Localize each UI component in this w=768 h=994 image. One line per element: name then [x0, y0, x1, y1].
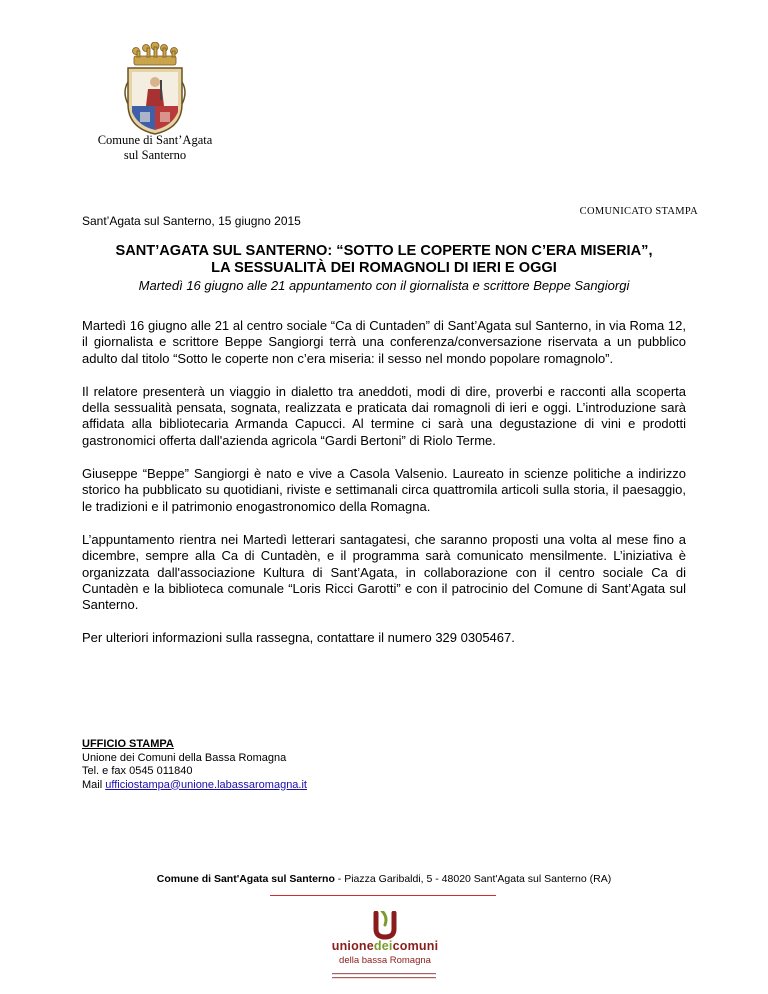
press-office-phone: Tel. e fax 0545 011840 [82, 765, 193, 777]
mail-label: Mail [82, 778, 106, 791]
paragraph: Il relatore presenterà un viaggio in dialetto tra aneddoti, modi di dire, proverbi e racconti alla scoperta della sessualità pensata, sognata, realizzata e praticata dai romagnoli di ieri e oggi. L’introduzione sarà affidata alla bibliotecaria Armanda Capucci. Al termine ci sarà una degustazione di vini e prodotti gastronomici offerta dall'azienda agricola “Gardi Bertoni” di Riolo Terme. [82, 383, 686, 448]
union-name-part1: unione [331, 939, 374, 953]
press-office-title: UFFICIO STAMPA [82, 738, 174, 750]
footer-address-text: - Piazza Garibaldi, 5 - 48020 Sant'Agata sul Santerno (RA) [334, 873, 612, 885]
press-office-org: Unione dei Comuni della Bassa Romagna [82, 751, 287, 764]
dateline: Sant’Agata sul Santerno, 15 giugno 2015 [82, 214, 301, 228]
footer-municipality: Comune di Sant'Agata sul Santerno [156, 873, 335, 885]
coat-of-arms-icon [122, 42, 188, 142]
footer-address [0, 873, 768, 885]
headline [82, 243, 686, 277]
article-body [82, 318, 686, 664]
paragraph: L’appuntamento rientra nei Martedì letterari santagatesi, che saranno proposti una volta al mese fino a dicembre, sempre alla Ca di Cuntadèn, e il programma sarà comunicato mensilmente. L’iniziativa è organizzata dall'associazione Kultura di Sant’Agata, in collaborazione con il centro sociale Ca di Cuntadèn e la biblioteca comunale “Loris Ricci Garotti” e con il patrocinio del Comune di Sant’Agata sul Santerno. [82, 531, 686, 613]
union-name-part2: dei [373, 939, 393, 953]
municipality-name-line2: sul Santerno [123, 148, 187, 162]
union-logo-name [330, 939, 440, 953]
union-name-part3: comuni [392, 939, 439, 953]
email-link[interactable]: ufficiostampa@unione.labassaromagna.it [105, 778, 307, 791]
municipality-name-line1: Comune di Sant’Agata [97, 133, 213, 147]
union-logo-subtitle: della bassa Romagna [339, 955, 431, 966]
municipality-name [80, 133, 230, 163]
union-logo [330, 905, 440, 985]
press-release-label: COMUNICATO STAMPA [579, 206, 698, 217]
press-office-mail [82, 779, 307, 793]
paragraph: Giuseppe “Beppe” Sangiorgi è nato e vive a Casola Valsenio. Laureato in scienze politiche a indirizzo storico ha pubblicato su quotidiani, riviste e settimanali circa quattromila articoli sulla storia, il paesaggio, le tradizioni e il patrimonio enogastronomico della Romagna. [82, 466, 686, 514]
subtitle: Martedì 16 giugno alle 21 appuntamento con il giornalista e scrittore Beppe Sangiorgi [138, 278, 630, 293]
paragraph: Martedì 16 giugno alle 21 al centro sociale “Ca di Cuntaden” di Sant’Agata sul Santerno, in via Roma 12, il giornalista e scrittore Beppe Sangiorgi terrà una conferenza/conversazione riservata a un pubblico adulto dal titolo “Sotto le coperte non c’era miseria: il sesso nel mondo popolare romagnolo”. [82, 318, 686, 366]
footer-divider [270, 895, 496, 896]
headline-line1: SANT’AGATA SUL SANTERNO: “SOTTO LE COPERTE NON C’ERA MISERIA”, [115, 243, 653, 259]
paragraph: Per ulteriori informazioni sulla rassegna, contattare il numero 329 0305467. [82, 630, 515, 646]
union-member-towns-strip [332, 969, 438, 979]
press-office-block [82, 738, 307, 792]
headline-line2: LA SESSUALITÀ DEI ROMAGNOLI DI IERI E OGGI [211, 260, 557, 276]
